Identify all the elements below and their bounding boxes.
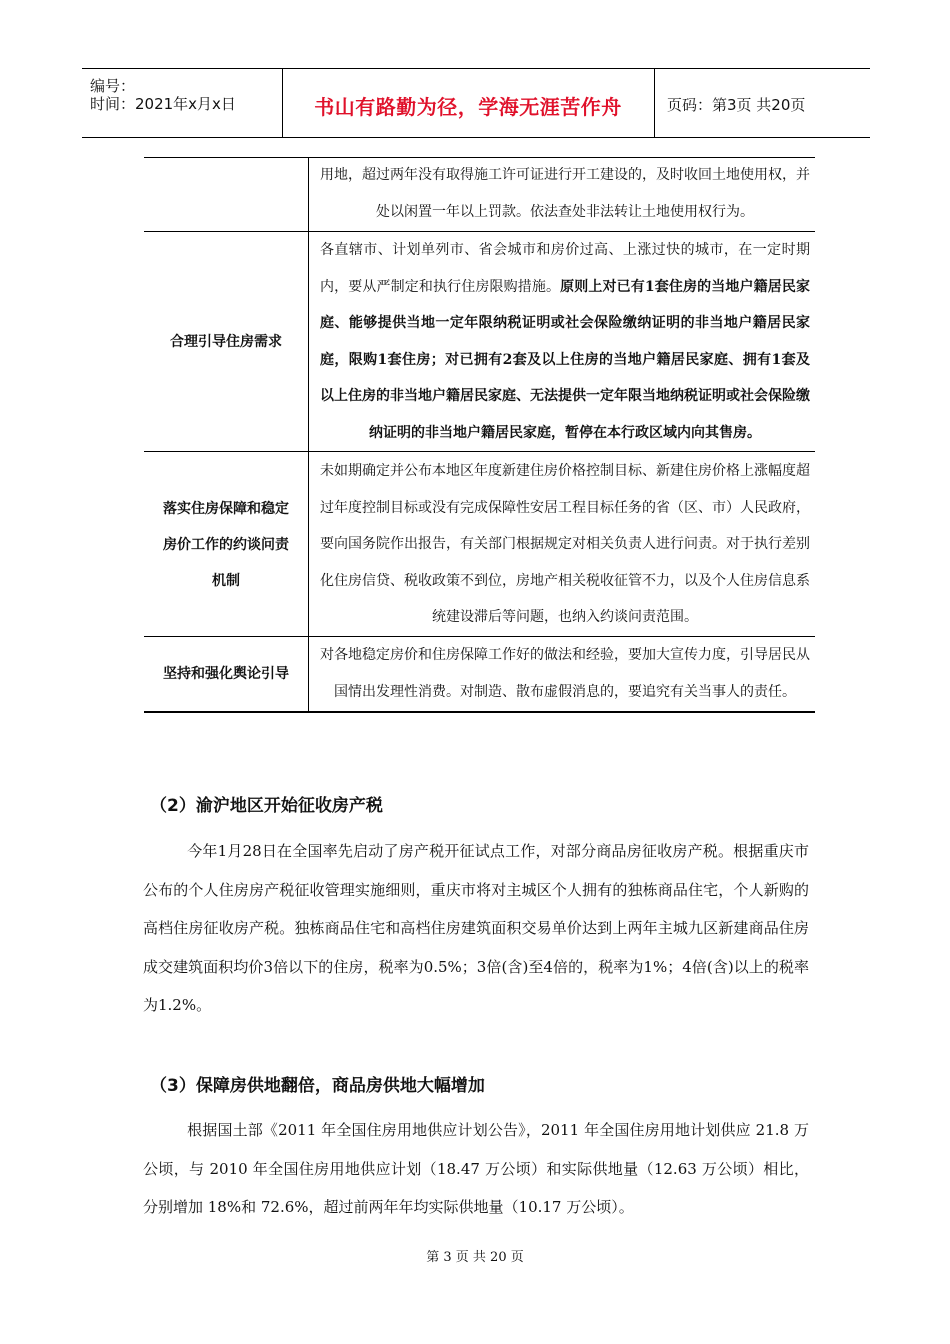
row-body-text: 用地，超过两年没有取得施工许可证进行开工建设的，及时收回土地使用权，并处以闲置一年以上罚款。依法查处非法转让土地使用权行为。: [320, 167, 810, 220]
header-motto: 书山有路勤为径，学海无涯苦作舟: [314, 95, 622, 119]
section-paragraph: [143, 1111, 809, 1227]
table-row: [144, 637, 815, 711]
paragraph-text: 根据国土部《2011 年全国住房用地供应计划公告》，2011 年全国住房用地计划供应 21.8 万公顷，与 2010 年全国住房用地供应计划（18.47 万公顷）和实际供地量（12.63 万公顷）相比，分别增加 18%和 72.6%，超过前两年年均实际供地量（10.17 万公顷）。: [143, 1121, 809, 1216]
page-header: [82, 68, 870, 138]
row-body: [320, 453, 810, 636]
table-row: [144, 453, 815, 636]
header-page-cell: [655, 69, 870, 137]
table-row-rule: [144, 451, 815, 452]
row-title: 坚持和强化舆论引导: [163, 666, 289, 682]
table-row: [144, 232, 815, 452]
table-row: [144, 157, 815, 232]
row-body-text: 对各地稳定房价和住房保障工作好的做法和经验，要加大宣传力度，引导居民从国情出发理性消费。对制造、散布虚假消息的，要追究有关当事人的责任。: [320, 647, 810, 700]
header-info-cell: [82, 69, 283, 137]
section-heading: （2）渝沪地区开始征收房产税: [150, 796, 383, 816]
document-time-label: 时间：2021年x月x日: [90, 95, 236, 113]
section-paragraph: [143, 832, 809, 1025]
header-page-number: 页码：第3页 共20页: [667, 96, 806, 114]
row-title: 落实住房保障和稳定房价工作的约谈问责机制: [163, 500, 289, 589]
row-body-text: 未如期确定并公布本地区年度新建住房价格控制目标、新建住房价格上涨幅度超过年度控制目标或没有完成保障性安居工程目标任务的省（区、市）人民政府，要向国务院作出报告，有关部门根据规定对相关负责人进行问责。对于执行差别化住房信贷、税收政策不到位，房地产相关税收征管不力，以及个人住房信息系统建设滞后等问题，也纳入约谈问责范围。: [320, 463, 810, 625]
row-body-emphasis: 原则上对已有1套住房的当地户籍居民家庭、能够提供当地一定年限纳税证明或社会保险缴纳证明的非当地户籍居民家庭，限购1套住房；对已拥有2套及以上住房的当地户籍居民家庭、拥有1套及以上住房的非当地户籍居民家庭、无法提供一定年限当地纳税证明或社会保险缴纳证明的非当地户籍居民家庭，暂停在本行政区域内向其售房。: [320, 278, 810, 441]
row-body: [320, 232, 810, 451]
row-title: [144, 157, 308, 232]
policy-table: [144, 157, 815, 713]
paragraph-text: 今年1月28日在全国率先启动了房产税开征试点工作，对部分商品房征收房产税。根据重庆市公布的个人住房房产税征收管理实施细则，重庆市将对主城区个人拥有的独栋商品住宅，个人新购的高档住房征收房产税。独栋商品住宅和高档住房建筑面积交易单价达到上两年主城九区新建商品住房成交建筑面积均价3倍以下的住房，税率为0.5%；3倍(含)至4倍的，税率为1%；4倍(含)以上的税率为1.2%。: [143, 842, 809, 1014]
row-title: 合理引导住房需求: [170, 334, 282, 350]
page-footer: 第 3 页 共 20 页: [426, 1250, 524, 1265]
row-body-text: 各直辖市、计划单列市、省会城市和房价过高、上涨过快的城市，在一定时期内，要从严制定和执行住房限购措施。: [320, 242, 810, 295]
header-motto-cell: [282, 69, 655, 137]
row-body: [320, 157, 810, 230]
row-body: [320, 637, 810, 710]
section-heading: （3）保障房供地翻倍，商品房供地大幅增加: [150, 1076, 485, 1096]
document-number-label: 编号：: [90, 77, 136, 95]
